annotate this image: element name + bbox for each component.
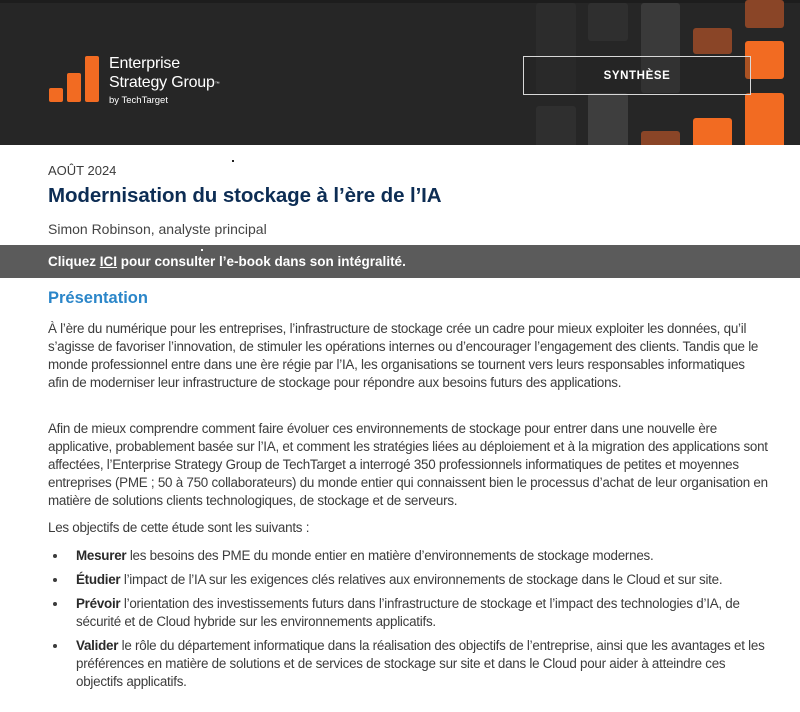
header-banner (0, 0, 800, 145)
paragraph-objectives-lead: Les objectifs de cette étude sont les suivants : (48, 520, 310, 535)
objective-lead: Prévoir (76, 596, 121, 611)
banner-top-edge (0, 0, 800, 3)
document-type-label: SYNTHÈSE (603, 69, 671, 82)
stray-dot (201, 249, 203, 251)
logo-bar-medium (67, 73, 81, 102)
bullet-icon (53, 578, 57, 582)
objective-lead: Valider (76, 638, 119, 653)
logo-line-2 (109, 73, 220, 92)
cta-text (48, 254, 406, 269)
author-line: Simon Robinson, analyste principal (48, 221, 267, 237)
objective-lead: Étudier (76, 572, 121, 587)
logo-bar-short (49, 88, 63, 102)
objective-text: les besoins des PME du monde entier en matière d’environnements de stockage modernes. (126, 548, 654, 563)
decorative-block (693, 28, 732, 54)
objective-lead: Mesurer (76, 548, 127, 563)
list-item (48, 571, 768, 589)
objectives-list (48, 547, 768, 697)
ebook-cta-bar (0, 245, 800, 278)
bullet-icon (53, 602, 57, 606)
stray-dot (232, 160, 234, 162)
publication-date: AOÛT 2024 (48, 163, 117, 178)
document-type-badge (523, 56, 751, 95)
decorative-block (588, 93, 628, 145)
section-heading: Présentation (48, 289, 148, 307)
logo-line-2-text: Strategy Group (109, 74, 215, 91)
list-item (48, 595, 768, 631)
objective-text: l’orientation des investissements futurs dans l’infrastructure de stockage et l’impact des technologies d’IA, de sécurité et de Cloud hybride sur les environnements applicatifs. (76, 596, 740, 629)
decorative-block (536, 106, 576, 145)
paragraph-methodology: Afin de mieux comprendre comment faire évoluer ces environnements de stockage pour entrer dans une nouvelle ère applicative, probablement basée sur l’IA, et comment les stratégies liées au déploiement et à la migration des applications sont affectées, l’Enterprise Strategy Group de TechTarget a interrogé 350 professionnels informatiques de petites et moyennes entreprises (PME ; 50 à 750 collaborateurs) du monde entier qui connaissent bien le processus d’achat de leur organisation en matière de solutions clients technologiques, de stockage et de serveurs. (48, 421, 768, 508)
decorative-block (641, 131, 680, 145)
decorative-block (588, 3, 628, 41)
list-item (48, 637, 768, 691)
decorative-block (745, 0, 784, 28)
logo-byline: by TechTarget (109, 95, 168, 106)
decorative-block (693, 118, 732, 145)
cta-prefix: Cliquez (48, 254, 100, 269)
page-title: Modernisation du stockage à l’ère de l’IA (48, 184, 442, 207)
decorative-block (745, 93, 784, 145)
trademark-symbol: ™ (214, 81, 220, 87)
logo-line-1: Enterprise (109, 55, 180, 72)
bullet-icon (53, 554, 57, 558)
logo-bar-tall (85, 56, 99, 102)
objective-text: l’impact de l’IA sur les exigences clés relatives aux environnements de stockage dans le Cloud et sur site. (120, 572, 723, 587)
list-item (48, 547, 768, 565)
cta-suffix: pour consulter l’e-book dans son intégralité. (117, 254, 406, 269)
objective-text: le rôle du département informatique dans la réalisation des objectifs de l’entreprise, ainsi que les avantages et les préférences en matière de solutions et de services de stockage sur site et dans le Cloud pour aider à atteindre ces objectifs applicatifs. (76, 638, 765, 689)
esg-logo-text (109, 54, 220, 107)
cta-link-ici[interactable]: ICI (99, 254, 118, 269)
bullet-icon (53, 644, 57, 648)
paragraph-intro: À l’ère du numérique pour les entreprises, l’infrastructure de stockage crée un cadre pour mieux exploiter les données, qu’il s’agisse de favoriser l’innovation, de stimuler les opérations internes ou d’encourager l’engagement des clients. Tandis que le monde professionnel entre dans une ère régie par l’IA, les organisations se tournent vers leurs responsables informatiques afin de moderniser leur infrastructure de stockage pour répondre aux besoins futurs des applications. (48, 321, 759, 390)
